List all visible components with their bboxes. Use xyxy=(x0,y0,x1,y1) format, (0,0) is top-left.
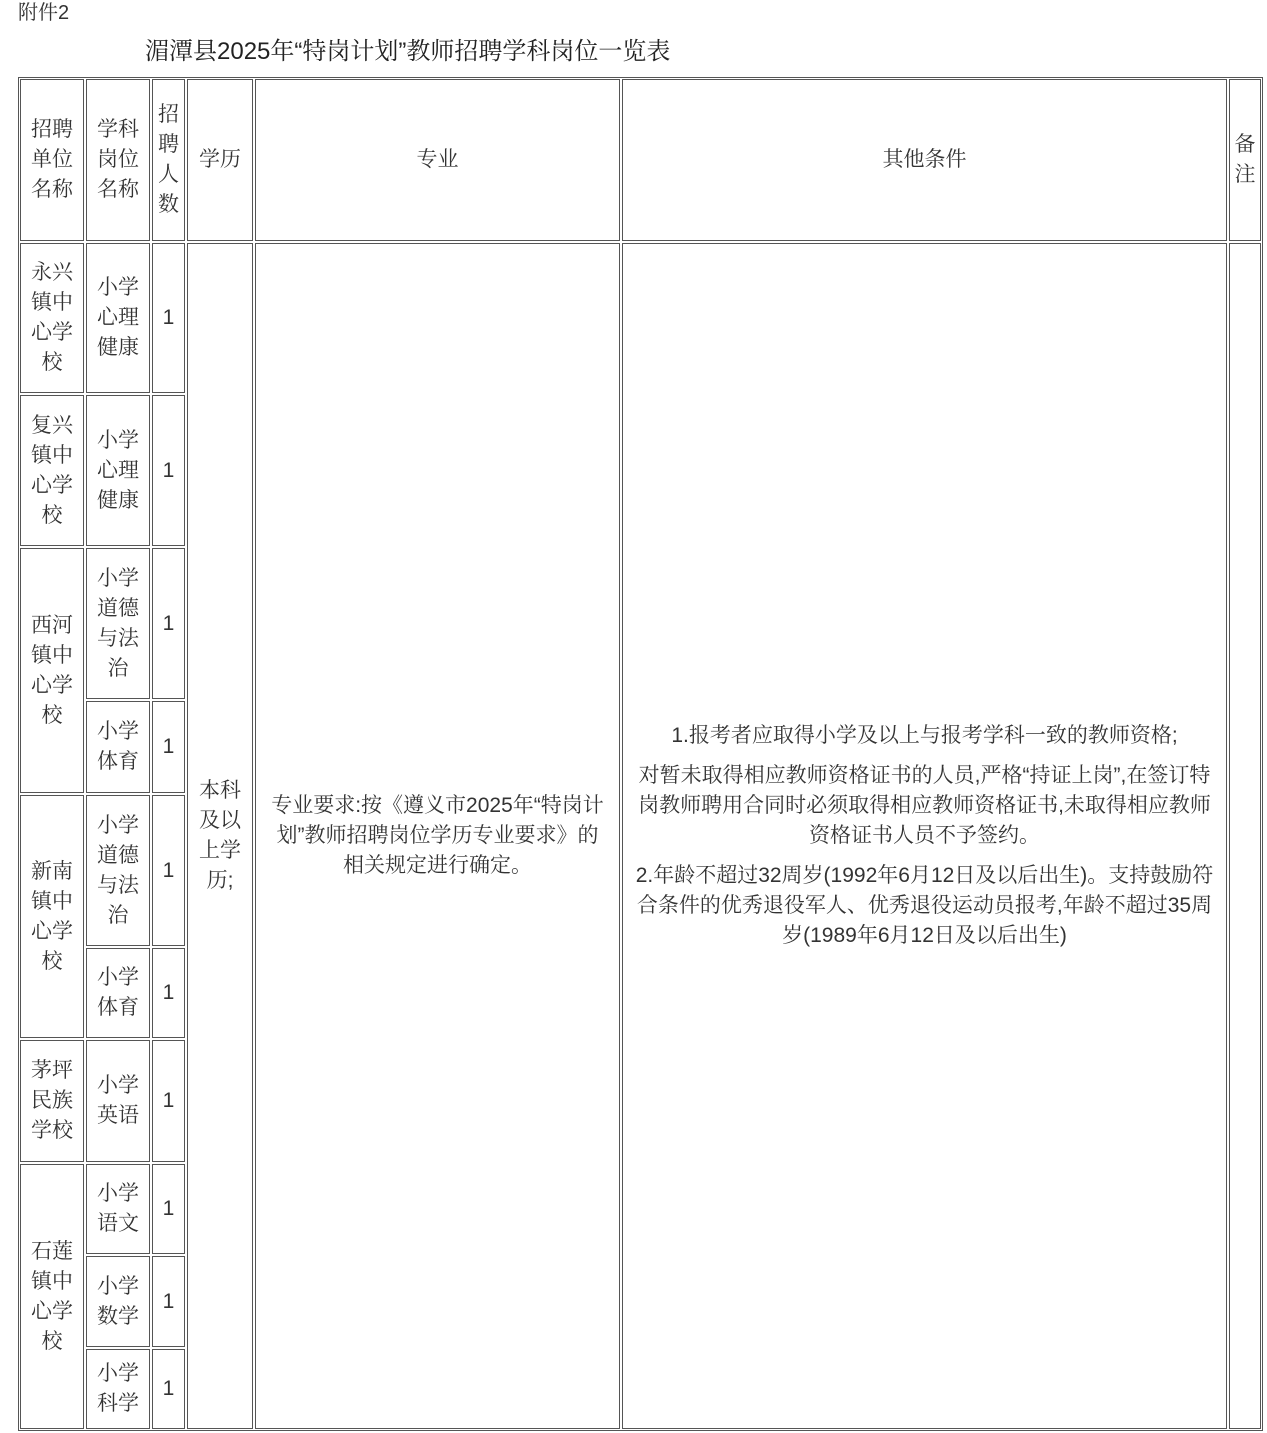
count-value: 1 xyxy=(162,1197,175,1220)
subject-name: 小学英语 xyxy=(97,1074,139,1127)
count-value: 1 xyxy=(162,858,175,882)
unit-name-cell xyxy=(20,1164,84,1429)
unit-name: 西河镇中心学校 xyxy=(31,613,73,727)
unit-name: 新南镇中心学校 xyxy=(31,859,73,973)
count-value: 1 xyxy=(162,611,175,635)
condition-paragraph: 对暂未取得相应教师资格证书的人员,严格“持证上岗”,在签订特岗教师聘用合同时必须取得相应教师资格证书,未取得相应教师资格证书人员不予签约。 xyxy=(638,764,1211,847)
remarks-cell xyxy=(1229,243,1261,1429)
unit-name-cell xyxy=(20,795,84,1038)
subject-cell xyxy=(86,1164,150,1254)
subject-cell xyxy=(86,243,150,393)
subject-name: 小学语文 xyxy=(97,1182,139,1235)
count-cell xyxy=(152,1164,185,1254)
unit-name: 复兴镇中心学校 xyxy=(31,413,73,527)
count-cell xyxy=(152,795,185,946)
count-cell xyxy=(152,1040,185,1162)
unit-name-cell xyxy=(20,395,84,546)
unit-name: 石莲镇中心学校 xyxy=(31,1239,73,1353)
subject-name: 小学心理健康 xyxy=(97,428,139,512)
header-count-text: 招聘人数 xyxy=(158,103,179,216)
subject-name: 小学道德与法治 xyxy=(97,566,139,680)
count-cell xyxy=(152,701,185,793)
recruitment-table xyxy=(18,77,1263,1431)
count-cell xyxy=(152,948,185,1038)
header-remarks-text: 备注 xyxy=(1234,133,1256,186)
header-education-text: 学历 xyxy=(199,148,241,171)
major-text: 专业要求:按《遵义市2025年“特岗计划”教师招聘岗位学历专业要求》的相关规定进行确定。 xyxy=(271,794,604,877)
header-major-text: 专业 xyxy=(416,148,459,171)
unit-name-cell xyxy=(20,548,84,793)
count-cell xyxy=(152,548,185,699)
count-cell xyxy=(152,1349,185,1429)
conditions-cell xyxy=(622,243,1227,1429)
header-count xyxy=(152,79,185,241)
header-subject-text: 学科岗位名称 xyxy=(97,118,139,201)
header-education xyxy=(187,79,253,241)
count-value: 1 xyxy=(162,735,175,758)
subject-cell xyxy=(86,795,150,946)
subject-name: 小学道德与法治 xyxy=(97,813,139,927)
subject-cell xyxy=(86,948,150,1038)
header-unit-name-text: 招聘单位名称 xyxy=(31,118,73,201)
count-value: 1 xyxy=(162,1377,175,1400)
subject-cell xyxy=(86,1040,150,1162)
major-cell xyxy=(255,243,620,1429)
education-cell xyxy=(187,243,253,1429)
count-cell xyxy=(152,395,185,546)
condition-paragraph: 2.年龄不超过32周岁(1992年6月12日及以后出生)。支持鼓励符合条件的优秀退役军人、优秀退役运动员报考,年龄不超过35周岁(1989年6月12日及以后出生) xyxy=(635,864,1214,947)
subject-name: 小学体育 xyxy=(97,720,139,773)
count-value: 1 xyxy=(162,981,175,1004)
subject-cell xyxy=(86,395,150,546)
condition-paragraph: 1.报考者应取得小学及以上与报考学科一致的教师资格; xyxy=(671,724,1178,747)
subject-cell xyxy=(86,701,150,793)
subject-name: 小学心理健康 xyxy=(97,276,139,359)
education-text: 本科及以上学历; xyxy=(199,779,241,892)
subject-cell xyxy=(86,548,150,699)
count-cell xyxy=(152,243,185,393)
count-value: 1 xyxy=(162,306,175,329)
header-other-conditions-text: 其他条件 xyxy=(882,148,967,171)
count-value: 1 xyxy=(162,458,175,482)
subject-name: 小学体育 xyxy=(97,966,139,1019)
header-subject xyxy=(86,79,150,241)
conditions-list xyxy=(631,721,1218,951)
subject-cell xyxy=(86,1349,150,1429)
header-major xyxy=(255,79,620,241)
subject-name: 小学数学 xyxy=(97,1274,139,1328)
page-title: 湄潭县2025年“特岗计划”教师招聘学科岗位一览表 xyxy=(145,38,671,65)
header-other-conditions xyxy=(622,79,1227,241)
count-cell xyxy=(152,1256,185,1347)
header-unit-name xyxy=(20,79,84,241)
subject-name: 小学科学 xyxy=(97,1362,139,1415)
count-value: 1 xyxy=(162,1289,175,1313)
unit-name: 茅坪民族学校 xyxy=(31,1059,73,1142)
unit-name-cell xyxy=(20,243,84,393)
count-value: 1 xyxy=(162,1089,175,1112)
subject-cell xyxy=(86,1256,150,1347)
unit-name-cell xyxy=(20,1040,84,1162)
unit-name: 永兴镇中心学校 xyxy=(31,261,73,374)
attachment-label: 附件2 xyxy=(18,2,70,24)
header-remarks xyxy=(1229,79,1261,241)
